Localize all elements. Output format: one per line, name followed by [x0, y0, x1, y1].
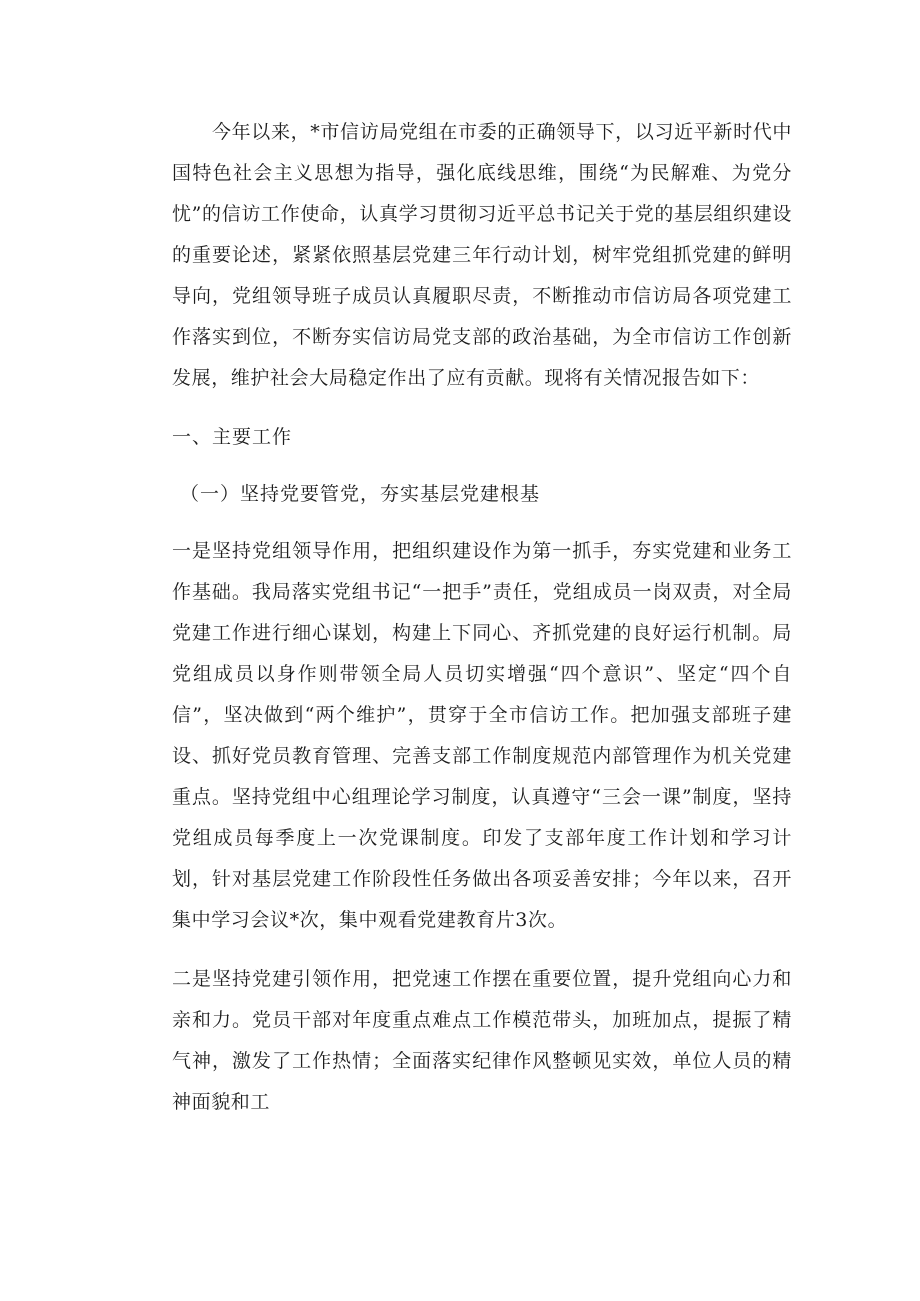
subsection-heading: （一）坚持党要管党，夯实基层党建根基: [180, 483, 541, 505]
section-heading: 一、主要工作: [172, 426, 293, 448]
intro-paragraph: 今年以来，*市信访局党组在市委的正确领导下，以习近平新时代中国特色社会主义思想为指导，强化底线思维，围绕“为民解难、为党分忧”的信访工作使命，认真学习贯彻习近平总书记关于党的基层组织建设的重要论述，紧紧依照基层党建三年行动计划，树牢党组抓党建的鲜明导向，党组领导班子成员认真履职尽责，不断推动市信访局各项党建工作落实到位，不断夯实信访局党支部的政治基础，为全市信访工作创新发展，维护社会大局稳定作出了应有贡献。现将有关情况报告如下：: [172, 121, 792, 389]
body-paragraph-one: 一是坚持党组领导作用，把组织建设作为第一抓手，夯实党建和业务工作基础。我局落实党组书记“一把手”责任，党组成员一岗双责，对全局党建工作进行细心谋划，构建上下同心、齐抓党建的良好运行机制。局党组成员以身作则带领全局人员切实增强“四个意识”、坚定“四个自信”，坚决做到“两个维护”，贯穿于全市信访工作。把加强支部班子建设、抓好党员教育管理、完善支部工作制度规范内部管理作为机关党建重点。坚持党组中心组理论学习制度，认真遵守“三会一课”制度，坚持党组成员每季度上一次党课制度。印发了支部年度工作计划和学习计划，针对基层党建工作阶段性任务做出各项妥善安排；今年以来，召开集中学习会议*次，集中观看党建教育片3次。: [172, 540, 792, 931]
document-body: [172, 112, 792, 1123]
body-paragraph-two: 二是坚持党建引领作用，把党速工作摆在重要位置，提升党组向心力和亲和力。党员干部对年度重点难点工作模范带头，加班加点，提振了精气神，激发了工作热情；全面落实纪律作风整顿见实效，单位人员的精神面貌和工: [172, 968, 792, 1113]
